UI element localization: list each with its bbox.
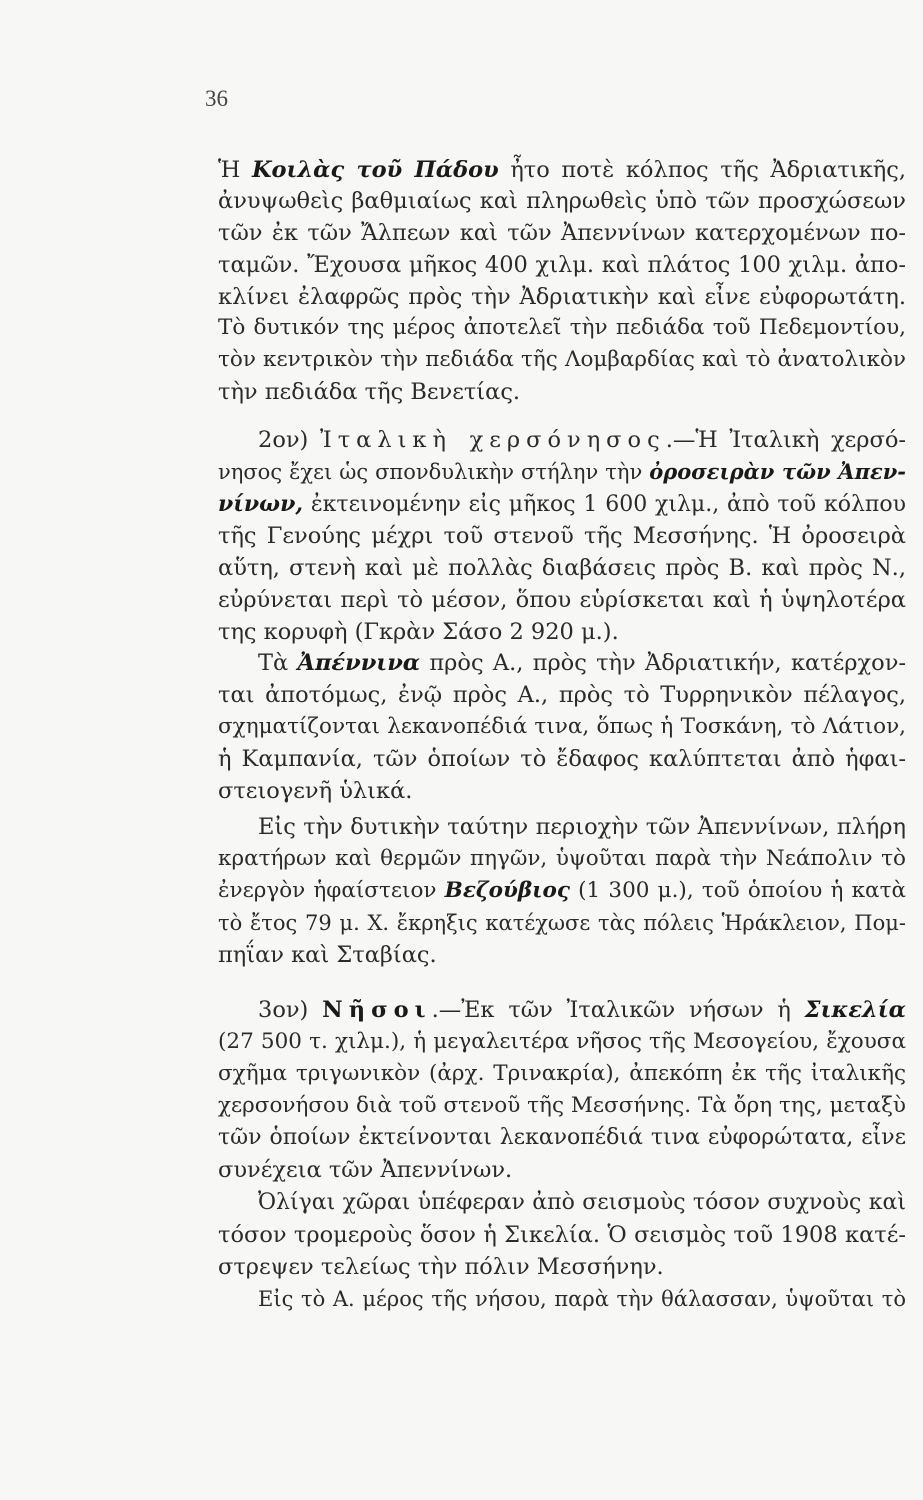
text-segment: .—Ἐκ τῶν Ἰταλικῶν νήσων ἡ <box>431 997 805 1023</box>
text-segment: ἡ Καμπανία, τῶν ὁποίων τὸ ἔδαφος καλύπτεται ἀπὸ ἡφαι- <box>218 746 906 772</box>
text-segment: τῶν ὁποίων ἐκτείνονται λεκανοπέδιά τινα εὐφορώτατα, εἶνε <box>218 1125 906 1150</box>
text-line <box>218 1155 906 1185</box>
text-segment: ἀνυψωθεὶς βαθμιαίως καὶ πληρωθεὶς ὑπὸ τῶν προσχώσεων <box>218 188 906 214</box>
text-segment: κλίνει ἐλαφρῶς πρὸς τὴν Ἀδριατικὴν καὶ εἶνε εὐφορωτάτη. <box>218 284 906 310</box>
text-line <box>218 377 906 407</box>
text-line <box>258 812 906 842</box>
text-segment: στειογενῆ ὑλικά. <box>218 778 413 804</box>
text-line <box>218 282 906 312</box>
text-line <box>218 940 906 970</box>
text-segment: κρατήρων καὶ θερμῶν πηγῶν, ὑψοῦται παρὰ τὴν Νεάπολιν τὸ <box>218 846 906 871</box>
text-segment: στρεψεν τελείως τὴν πόλιν Μεσσήνην. <box>218 1254 664 1280</box>
text-segment: νησος ἔχει ὡς σπονδυλικὴν στήλην τὴν <box>218 460 650 484</box>
emphasized-term: Ἀπέννινα <box>297 650 421 676</box>
text-segment: πηΐαν καὶ Σταβίας. <box>218 942 437 968</box>
text-line <box>258 425 906 455</box>
emphasized-term: Βεζούβιος <box>444 878 570 903</box>
text-segment: της κορυφὴ (Γκρὰν Σάσο 2 920 μ.). <box>218 619 619 645</box>
text-segment: 2ον) <box>258 427 320 453</box>
text-line <box>218 1220 906 1250</box>
text-segment: Τὸ δυτικόν της μέρος ἀποτελεῖ τὴν πεδιάδα τοῦ Πεδεμοντίου, <box>218 315 906 340</box>
emphasized-term: νίνων, <box>218 491 304 517</box>
text-segment: τὸν κεντρικὸν τὴν πεδιάδα τῆς Λομβαρδίας καὶ τὸ ἀνατολικὸν <box>218 347 906 372</box>
text-segment: τῆς Γενούης μέχρι τοῦ στενοῦ τῆς Μεσσήνης. Ἡ ὀροσειρὰ <box>218 523 906 549</box>
text-segment: ταμῶν. Ἔχουσα μῆκος 400 χιλμ. καὶ πλάτος 100 χιλμ. ἀπο- <box>218 252 906 278</box>
text-line <box>218 345 906 375</box>
text-line <box>218 1123 906 1153</box>
text-line <box>258 648 906 678</box>
text-segment: ἦτο ποτὲ κόλπος τῆς Ἀδριατικῆς, <box>498 157 907 183</box>
text-line <box>218 776 906 806</box>
text-segment: χερσονήσου διὰ τοῦ στενοῦ τῆς Μεσσήνης. Τὰ ὄρη της, μεταξὺ <box>218 1093 906 1118</box>
text-segment: σχῆμα τριγωνικὸν (ἀρχ. Τρινακρία), ἀπεκόπη ἐκ τῆς ἰταλικῆς <box>218 1061 906 1086</box>
text-line <box>258 1284 906 1314</box>
emphasized-term: Σικελία <box>804 997 906 1023</box>
text-line <box>218 744 906 774</box>
text-line <box>218 1252 906 1282</box>
text-line <box>218 844 906 874</box>
text-segment: εὐρύνεται περὶ τὸ μέσον, ὅπου εὑρίσκεται καὶ ἡ ὑψηλοτέρα <box>218 587 906 613</box>
text-segment: ἐνεργὸν ἡφαίστειον <box>218 878 445 903</box>
text-line <box>218 1027 906 1057</box>
text-line <box>258 1188 906 1218</box>
text-line <box>218 313 906 343</box>
text-line <box>218 680 906 710</box>
text-line <box>218 521 906 551</box>
text-line <box>218 155 906 185</box>
text-line <box>218 553 906 583</box>
text-segment: Ἡ <box>218 157 252 183</box>
text-segment: Εἰς τὸ Α. μέρος τῆς νήσου, παρὰ τὴν θάλασσαν, ὑψοῦται τὸ <box>258 1287 906 1311</box>
text-segment: .—Ἡ Ἰταλικὴ χερσό- <box>665 427 906 453</box>
text-segment: συνέχεια τῶν Ἀπεννίνων. <box>218 1157 513 1183</box>
text-segment: ἐκτεινομένην εἰς μῆκος 1 600 χιλμ., ἀπὸ τοῦ κόλπου <box>303 492 906 517</box>
text-line <box>218 218 906 248</box>
emphasized-term: Νῆσοι <box>322 997 432 1023</box>
text-line <box>218 1091 906 1121</box>
text-segment: ται ἀποτόμως, ἐνῷ πρὸς Α., πρὸς τὸ Τυρρηνικὸν πέλαγος, <box>218 682 906 708</box>
text-segment: τὸ ἔτος 79 μ. Χ. ἔκρηξις κατέχωσε τὰς πόλεις Ἡράκλειον, Πομ- <box>218 911 906 935</box>
text-line <box>218 585 906 615</box>
page-number: 36 <box>205 86 228 111</box>
text-segment: τὴν πεδιάδα τῆς Βενετίας. <box>218 379 521 405</box>
text-line <box>218 876 906 906</box>
emphasized-term: Κοιλὰς τοῦ Πάδου <box>251 157 499 183</box>
text-line <box>258 995 906 1025</box>
text-line <box>218 489 906 520</box>
text-segment: τῶν ἐκ τῶν Ἄλπεων καὶ τῶν Ἀπεννίνων κατερχομένων πο- <box>218 220 906 246</box>
text-segment: πρὸς Α., πρὸς τὴν Ἀδριατικήν, κατέρχον- <box>420 650 906 676</box>
text-line <box>218 250 906 280</box>
text-line <box>218 908 906 938</box>
text-line <box>218 1059 906 1089</box>
text-line <box>218 712 906 742</box>
text-segment: σχηματίζονται λεκανοπέδιά τινα, ὅπως ἡ Τοσκάνη, τὸ Λάτιον, <box>218 714 906 739</box>
text-segment: Ὀλίγαι χῶραι ὑπέφεραν ἀπὸ σεισμοὺς τόσον συχνοὺς καὶ <box>258 1190 906 1215</box>
text-segment: (1 300 μ.), τοῦ ὁποίου ἡ κατὰ <box>570 878 906 903</box>
emphasized-term: ὀροσειρὰν τῶν Ἀπεν- <box>649 459 906 484</box>
text-segment: τόσον τρομεροὺς ὅσον ἡ Σικελία. Ὁ σεισμὸς τοῦ 1908 κατέ- <box>218 1222 906 1248</box>
text-line <box>218 617 906 647</box>
text-segment: αὕτη, στενὴ καὶ μὲ πολλὰς διαβάσεις πρὸς Β. καὶ πρὸς Ν., <box>218 555 906 581</box>
text-line <box>218 186 906 216</box>
text-segment: Εἰς τὴν δυτικὴν ταύτην περιοχὴν τῶν Ἀπεννίνων, πλήρη <box>258 814 906 840</box>
text-segment: Τὰ <box>258 650 298 676</box>
text-segment: 3ον) <box>258 997 323 1023</box>
emphasized-term: Ἰταλικὴ χερσόνησος <box>319 427 666 453</box>
text-line <box>218 457 906 487</box>
text-segment: (27 500 τ. χιλμ.), ἡ μεγαλειτέρα νῆσος τῆς Μεσογείου, ἔχουσα <box>218 1029 906 1054</box>
